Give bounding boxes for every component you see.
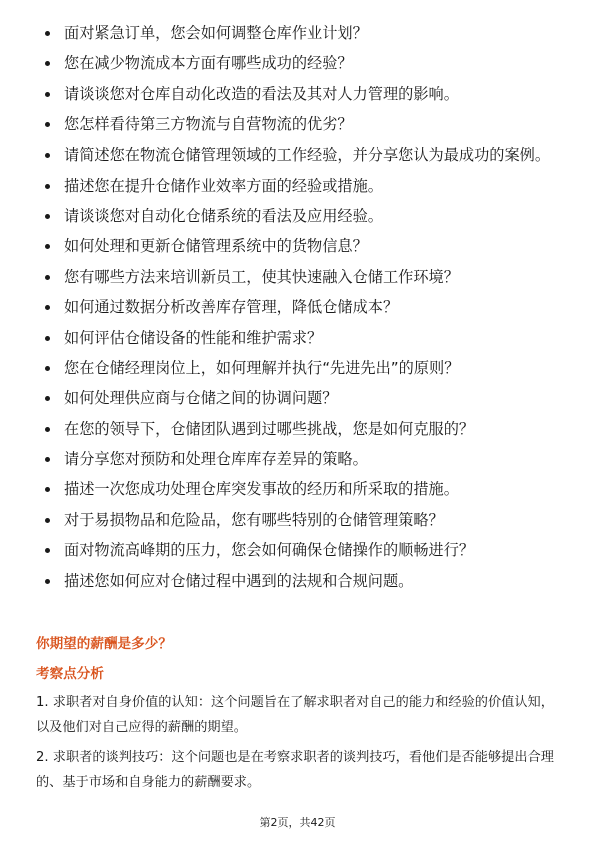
bullet-icon [45, 31, 50, 36]
list-item [42, 235, 562, 258]
list-item [42, 570, 562, 593]
list-item [42, 144, 562, 167]
question-text: 如何评估仓储设备的性能和维护需求？ [64, 328, 323, 347]
list-item [42, 296, 562, 319]
bullet-icon [45, 92, 50, 97]
list-item [42, 539, 562, 562]
bullet-icon [45, 61, 50, 66]
question-text: 您在减少物流成本方面有哪些成功的经验？ [64, 54, 353, 73]
list-item [42, 418, 562, 441]
bullet-icon [45, 518, 50, 523]
question-text: 如何处理和更新仓储管理系统中的货物信息？ [64, 237, 368, 256]
list-item [42, 448, 562, 471]
list-item [42, 357, 562, 380]
question-text: 您怎样看待第三方物流与自营物流的优劣？ [64, 115, 353, 134]
question-text: 描述您在提升仓储作业效率方面的经验或措施。 [64, 176, 383, 195]
bullet-icon [45, 548, 50, 553]
question-text: 如何通过数据分析改善库存管理，降低仓储成本？ [64, 298, 399, 317]
question-text: 在您的领导下，仓储团队遇到过哪些挑战，您是如何克服的？ [64, 419, 475, 438]
question-text: 如何处理供应商与仓储之间的协调问题？ [64, 389, 338, 408]
question-text: 请分享您对预防和处理仓库库存差异的策略。 [64, 450, 368, 469]
page-number-footer: 第2页，共42页 [259, 816, 336, 829]
analysis-paragraph-1: 1. 求职者对自身价值的认知：这个问题旨在了解求职者对自己的能力和经验的价值认知，以及他们对自己应得的薪酬的期望。 [36, 695, 554, 735]
question-text: 您在仓储经理岗位上，如何理解并执行“先进先出”的原则？ [64, 358, 460, 377]
question-text: 面对紧急订单，您会如何调整仓库作业计划？ [64, 24, 368, 42]
bullet-icon [45, 153, 50, 158]
question-text: 请谈谈您对自动化仓储系统的看法及应用经验。 [64, 206, 383, 225]
list-item [42, 327, 562, 350]
bullet-icon [45, 184, 50, 189]
list-item [42, 175, 562, 198]
question-text: 请谈谈您对仓库自动化改造的看法及其对人力管理的影响。 [64, 84, 459, 103]
analysis-paragraph-2: 2. 求职者的谈判技巧：这个问题也是在考察求职者的谈判技巧，看他们是否能够提出合理的、基于市场和自身能力的薪酬要求。 [36, 750, 554, 790]
bullet-icon [45, 244, 50, 249]
question-list [42, 22, 562, 600]
bullet-icon [45, 427, 50, 432]
bullet-icon [45, 366, 50, 371]
bullet-icon [45, 275, 50, 280]
list-item [42, 83, 562, 106]
salary-question-heading: 你期望的薪酬是多少？ [36, 636, 172, 652]
list-item [42, 113, 562, 136]
bullet-icon [45, 214, 50, 219]
list-item [42, 509, 562, 532]
analysis-heading: 考察点分析 [36, 666, 104, 682]
list-item [42, 205, 562, 228]
bullet-icon [45, 305, 50, 310]
bullet-icon [45, 487, 50, 492]
bullet-icon [45, 396, 50, 401]
bullet-icon [45, 122, 50, 127]
question-text: 对于易损物品和危险品，您有哪些特别的仓储管理策略？ [64, 510, 444, 529]
list-item [42, 266, 562, 289]
bullet-icon [45, 579, 50, 584]
list-item [42, 22, 562, 45]
question-text: 描述一次您成功处理仓库突发事故的经历和所采取的措施。 [64, 480, 459, 499]
question-text: 请简述您在物流仓储管理领域的工作经验，并分享您认为最成功的案例。 [64, 145, 550, 164]
bullet-icon [45, 336, 50, 341]
list-item [42, 478, 562, 501]
bullet-icon [45, 457, 50, 462]
question-text: 面对物流高峰期的压力，您会如何确保仓储操作的顺畅进行？ [64, 541, 475, 560]
question-text: 描述您如何应对仓储过程中遇到的法规和合规问题。 [64, 571, 414, 590]
list-item [42, 387, 562, 410]
question-text: 您有哪些方法来培训新员工，使其快速融入仓储工作环境？ [64, 267, 459, 286]
list-item [42, 52, 562, 75]
